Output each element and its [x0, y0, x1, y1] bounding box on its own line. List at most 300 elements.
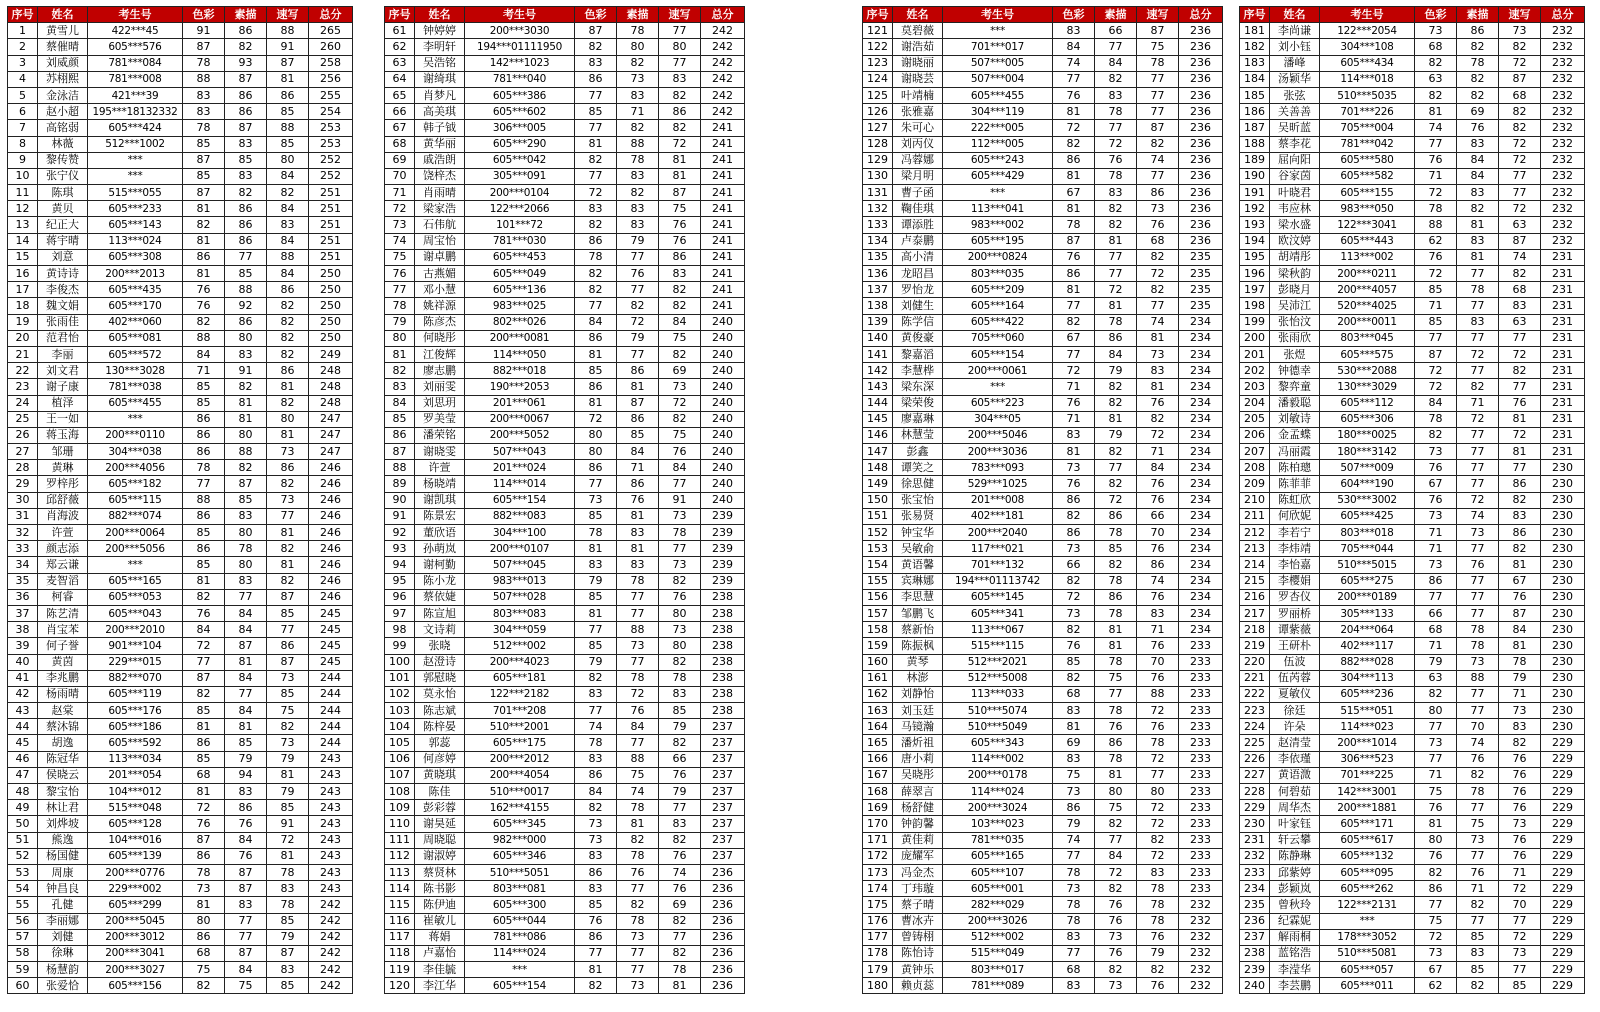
total-score-cell: 246 [309, 476, 353, 492]
quick-sketch-score-cell: 72 [1137, 800, 1179, 816]
quick-sketch-score-cell: 78 [1499, 654, 1541, 670]
table-row [1240, 120, 1585, 136]
total-score-cell: 234 [1179, 346, 1223, 362]
total-score-cell: 241 [701, 233, 745, 249]
student-name-cell: 冯蓉娜 [893, 152, 943, 168]
sketch-score-cell: 78 [1457, 622, 1499, 638]
sketch-score-cell: 87 [225, 638, 267, 654]
exam-number-cell: 201***061 [465, 395, 575, 411]
exam-number-cell: 605***425 [1320, 508, 1415, 524]
color-score-cell: 81 [183, 719, 225, 735]
color-score-cell: 82 [1415, 87, 1457, 103]
exam-number-cell: 882***070 [88, 670, 183, 686]
sketch-score-cell: 86 [225, 201, 267, 217]
sketch-score-cell: 72 [1457, 492, 1499, 508]
student-name-cell: 吴敏俞 [893, 541, 943, 557]
total-score-cell: 231 [1541, 379, 1585, 395]
color-score-cell: 76 [575, 913, 617, 929]
quick-sketch-score-cell: 84 [267, 233, 309, 249]
table-row [1240, 185, 1585, 201]
row-number-cell: 194 [1240, 233, 1270, 249]
row-number-cell: 203 [1240, 379, 1270, 395]
exam-number-cell: 515***051 [1320, 703, 1415, 719]
student-name-cell: 陈书影 [415, 881, 465, 897]
quick-sketch-score-cell: 81 [267, 557, 309, 573]
student-name-cell: 熊逸 [38, 832, 88, 848]
sketch-score-cell: 73 [617, 929, 659, 945]
color-score-cell: 73 [575, 492, 617, 508]
quick-sketch-score-cell: 82 [267, 395, 309, 411]
row-number-cell: 17 [8, 282, 38, 298]
sketch-score-cell: 78 [1095, 751, 1137, 767]
student-name-cell: 谢卓鹏 [415, 249, 465, 265]
table-row [8, 71, 353, 87]
total-score-cell: 236 [701, 945, 745, 961]
exam-number-cell: 304***113 [1320, 670, 1415, 686]
sketch-score-cell: 79 [617, 233, 659, 249]
student-name-cell: 叶晓君 [1270, 185, 1320, 201]
sketch-score-cell: 76 [225, 816, 267, 832]
row-number-cell: 124 [863, 71, 893, 87]
total-score-cell: 250 [309, 314, 353, 330]
row-number-cell: 99 [385, 638, 415, 654]
student-name-cell: 钟昌良 [38, 881, 88, 897]
total-score-cell: 232 [1541, 55, 1585, 71]
student-name-cell: 许朵 [1270, 719, 1320, 735]
sketch-score-cell: 91 [225, 363, 267, 379]
total-score-cell: 238 [701, 622, 745, 638]
quick-sketch-score-cell: 78 [1137, 55, 1179, 71]
table-row [1240, 39, 1585, 55]
exam-number-cell: 113***002 [1320, 249, 1415, 265]
row-number-cell: 89 [385, 476, 415, 492]
total-score-cell: 243 [309, 800, 353, 816]
sketch-score-cell: 83 [1457, 945, 1499, 961]
exam-number-cell: 605***053 [88, 589, 183, 605]
quick-sketch-score-cell: 82 [659, 346, 701, 362]
row-number-cell: 69 [385, 152, 415, 168]
row-number-cell: 62 [385, 39, 415, 55]
total-score-cell: 232 [1541, 71, 1585, 87]
quick-sketch-score-cell: 71 [1137, 622, 1179, 638]
sketch-score-cell: 83 [617, 525, 659, 541]
total-score-cell: 229 [1541, 929, 1585, 945]
quick-sketch-score-cell: 84 [659, 314, 701, 330]
exam-number-cell: 605***429 [943, 168, 1053, 184]
exam-number-cell: 901***104 [88, 638, 183, 654]
total-score-cell: 241 [701, 249, 745, 265]
row-number-cell: 199 [1240, 314, 1270, 330]
exam-number-cell: 200***0189 [1320, 589, 1415, 605]
row-number-cell: 53 [8, 864, 38, 880]
student-name-cell: 张宁仪 [38, 168, 88, 184]
exam-number-cell: *** [88, 152, 183, 168]
row-number-cell: 159 [863, 638, 893, 654]
color-score-cell: 85 [1053, 654, 1095, 670]
table-row [1240, 460, 1585, 476]
color-score-cell: 85 [183, 703, 225, 719]
row-number-cell: 128 [863, 136, 893, 152]
color-score-cell: 86 [1053, 492, 1095, 508]
quick-sketch-score-cell: 73 [267, 670, 309, 686]
row-number-cell: 142 [863, 363, 893, 379]
student-name-cell: 黄茵 [38, 654, 88, 670]
total-score-cell: 240 [701, 427, 745, 443]
sketch-score-cell: 78 [1095, 314, 1137, 330]
table-row [385, 427, 745, 443]
student-name-cell: 刘健 [38, 929, 88, 945]
row-number-cell: 20 [8, 330, 38, 346]
row-number-cell: 33 [8, 541, 38, 557]
column-header-student-name: 姓名 [1270, 7, 1320, 23]
sketch-score-cell: 77 [617, 962, 659, 978]
student-name-cell: 赖贞蕊 [893, 978, 943, 994]
quick-sketch-score-cell: 73 [267, 444, 309, 460]
table-row [8, 735, 353, 751]
quick-sketch-score-cell: 76 [1499, 832, 1541, 848]
sketch-score-cell: 85 [617, 427, 659, 443]
color-score-cell: 75 [183, 962, 225, 978]
exam-number-cell: 605***176 [88, 703, 183, 719]
student-name-cell: 吴晓彤 [893, 767, 943, 783]
student-name-cell: 屈向阳 [1270, 152, 1320, 168]
row-number-cell: 151 [863, 508, 893, 524]
table-row [863, 848, 1223, 864]
color-score-cell: 71 [1415, 541, 1457, 557]
quick-sketch-score-cell: 73 [659, 622, 701, 638]
sketch-score-cell: 77 [1457, 427, 1499, 443]
row-number-cell: 61 [385, 23, 415, 39]
table-row [385, 379, 745, 395]
quick-sketch-score-cell: 78 [659, 962, 701, 978]
color-score-cell: 82 [183, 314, 225, 330]
color-score-cell: 82 [575, 800, 617, 816]
student-name-cell: 关善善 [1270, 104, 1320, 120]
student-name-cell: 肖海波 [38, 508, 88, 524]
table-row [863, 638, 1223, 654]
sketch-score-cell: 66 [1095, 23, 1137, 39]
table-row [1240, 541, 1585, 557]
color-score-cell: 85 [575, 897, 617, 913]
sketch-score-cell: 81 [617, 379, 659, 395]
quick-sketch-score-cell: 82 [1499, 541, 1541, 557]
exam-number-cell: 515***048 [88, 800, 183, 816]
exam-number-cell: 605***145 [943, 589, 1053, 605]
color-score-cell: 77 [183, 654, 225, 670]
total-score-cell: 232 [1179, 897, 1223, 913]
row-number-cell: 170 [863, 816, 893, 832]
student-name-cell: 宾琳娜 [893, 573, 943, 589]
sketch-score-cell: 80 [1095, 784, 1137, 800]
exam-number-cell: 605***299 [88, 897, 183, 913]
sketch-score-cell: 88 [617, 136, 659, 152]
color-score-cell: 73 [1415, 508, 1457, 524]
student-name-cell: 许萱 [38, 525, 88, 541]
student-name-cell: 麦智滔 [38, 573, 88, 589]
sketch-score-cell: 72 [1095, 136, 1137, 152]
exam-number-cell: 200***3041 [88, 945, 183, 961]
sketch-score-cell: 81 [1095, 767, 1137, 783]
color-score-cell: 76 [1053, 395, 1095, 411]
table-row [863, 363, 1223, 379]
sketch-score-cell: 88 [225, 282, 267, 298]
exam-number-cell: 510***5081 [1320, 945, 1415, 961]
row-number-cell: 80 [385, 330, 415, 346]
row-number-cell: 137 [863, 282, 893, 298]
quick-sketch-score-cell: 79 [659, 784, 701, 800]
student-name-cell: 林慧莹 [893, 427, 943, 443]
sketch-score-cell: 84 [225, 605, 267, 621]
color-score-cell: 73 [1415, 945, 1457, 961]
total-score-cell: 241 [701, 266, 745, 282]
color-score-cell: 77 [575, 476, 617, 492]
exam-number-cell: 605***119 [88, 686, 183, 702]
sketch-score-cell: 75 [1095, 800, 1137, 816]
total-score-cell: 230 [1541, 622, 1585, 638]
color-score-cell: 78 [183, 460, 225, 476]
color-score-cell: 67 [1415, 962, 1457, 978]
quick-sketch-score-cell: 75 [659, 201, 701, 217]
sketch-score-cell: 85 [1095, 541, 1137, 557]
row-number-cell: 218 [1240, 622, 1270, 638]
column-header-quick-sketch-score: 速写 [267, 7, 309, 23]
color-score-cell: 82 [1415, 55, 1457, 71]
quick-sketch-score-cell: 86 [267, 282, 309, 298]
table-row [1240, 330, 1585, 346]
sketch-score-cell: 75 [225, 978, 267, 994]
quick-sketch-score-cell: 78 [659, 670, 701, 686]
quick-sketch-score-cell: 83 [267, 217, 309, 233]
color-score-cell: 81 [575, 541, 617, 557]
student-name-cell: 刘小钰 [1270, 39, 1320, 55]
exam-number-cell: 512***002 [465, 638, 575, 654]
student-name-cell: 罗杏仪 [1270, 589, 1320, 605]
total-score-cell: 246 [309, 460, 353, 476]
sketch-score-cell: 73 [1457, 832, 1499, 848]
student-name-cell: 黄佳莉 [893, 832, 943, 848]
student-name-cell: 蓝铭浩 [1270, 945, 1320, 961]
sketch-score-cell: 82 [225, 460, 267, 476]
student-name-cell: 梁秋韵 [1270, 266, 1320, 282]
color-score-cell: 82 [1415, 864, 1457, 880]
student-name-cell: 轩云攀 [1270, 832, 1320, 848]
sketch-score-cell: 85 [225, 492, 267, 508]
table-row [863, 541, 1223, 557]
color-score-cell: 66 [1053, 557, 1095, 573]
student-name-cell: 黄语溦 [1270, 767, 1320, 783]
quick-sketch-score-cell: 73 [1137, 346, 1179, 362]
color-score-cell: 80 [575, 427, 617, 443]
color-score-cell: 85 [183, 395, 225, 411]
exam-number-cell: 783***093 [943, 460, 1053, 476]
row-number-cell: 96 [385, 589, 415, 605]
row-number-cell: 45 [8, 735, 38, 751]
color-score-cell: 71 [1415, 638, 1457, 654]
sketch-score-cell: 77 [1457, 363, 1499, 379]
exam-number-cell: 195***18132332 [88, 104, 183, 120]
sketch-score-cell: 84 [225, 703, 267, 719]
quick-sketch-score-cell: 77 [659, 476, 701, 492]
sketch-score-cell: 81 [1095, 411, 1137, 427]
exam-number-cell: 605***275 [1320, 573, 1415, 589]
total-score-cell: 242 [701, 39, 745, 55]
color-score-cell: 77 [1053, 298, 1095, 314]
sketch-score-cell: 82 [617, 897, 659, 913]
row-number-cell: 120 [385, 978, 415, 994]
sketch-score-cell: 78 [1457, 638, 1499, 654]
table-row [8, 298, 353, 314]
quick-sketch-score-cell: 72 [1499, 201, 1541, 217]
color-score-cell: 77 [1415, 589, 1457, 605]
exam-number-cell: 101***72 [465, 217, 575, 233]
quick-sketch-score-cell: 83 [659, 816, 701, 832]
row-number-cell: 161 [863, 670, 893, 686]
table-row [1240, 346, 1585, 362]
table-row [1240, 314, 1585, 330]
color-score-cell: 79 [575, 573, 617, 589]
student-name-cell: 黎嘉滔 [893, 346, 943, 362]
exam-number-cell: 200***5045 [88, 913, 183, 929]
table-row [863, 346, 1223, 362]
quick-sketch-score-cell: 87 [1499, 605, 1541, 621]
total-score-cell: 241 [701, 282, 745, 298]
table-row [385, 314, 745, 330]
color-score-cell: 85 [575, 363, 617, 379]
sketch-score-cell: 78 [617, 848, 659, 864]
total-score-cell: 236 [1179, 23, 1223, 39]
sketch-score-cell: 82 [1095, 557, 1137, 573]
sketch-score-cell: 77 [617, 945, 659, 961]
student-name-cell: 黎弈童 [1270, 379, 1320, 395]
color-score-cell: 77 [1053, 945, 1095, 961]
color-score-cell: 77 [1415, 136, 1457, 152]
total-score-cell: 234 [1179, 427, 1223, 443]
total-score-cell: 229 [1541, 978, 1585, 994]
sketch-score-cell: 82 [1457, 767, 1499, 783]
color-score-cell: 82 [575, 670, 617, 686]
total-score-cell: 230 [1541, 492, 1585, 508]
sketch-score-cell: 82 [1457, 201, 1499, 217]
table-row [8, 217, 353, 233]
table-row [385, 735, 745, 751]
total-score-cell: 243 [309, 767, 353, 783]
color-score-cell: 81 [1415, 104, 1457, 120]
table-row [385, 541, 745, 557]
student-name-cell: 谭添胜 [893, 217, 943, 233]
column-header-total-score: 总分 [701, 7, 745, 23]
table-row [863, 913, 1223, 929]
quick-sketch-score-cell: 80 [659, 638, 701, 654]
student-name-cell: 陈静琳 [1270, 848, 1320, 864]
table-row [385, 686, 745, 702]
row-number-cell: 154 [863, 557, 893, 573]
color-score-cell: 81 [183, 573, 225, 589]
row-number-cell: 178 [863, 945, 893, 961]
color-score-cell: 72 [1053, 120, 1095, 136]
color-score-cell: 87 [183, 152, 225, 168]
total-score-cell: 234 [1179, 476, 1223, 492]
total-score-cell: 231 [1541, 411, 1585, 427]
student-name-cell: 张雅嘉 [893, 104, 943, 120]
row-number-cell: 219 [1240, 638, 1270, 654]
student-name-cell: 谢浩茹 [893, 39, 943, 55]
column-header-row-number: 序号 [863, 7, 893, 23]
column-header-quick-sketch-score: 速写 [659, 7, 701, 23]
quick-sketch-score-cell: 76 [659, 233, 701, 249]
student-name-cell: 陈梓晏 [415, 719, 465, 735]
row-number-cell: 138 [863, 298, 893, 314]
row-number-cell: 188 [1240, 136, 1270, 152]
color-score-cell: 73 [1415, 23, 1457, 39]
student-name-cell: 陈伊迪 [415, 897, 465, 913]
student-name-cell: 林薇 [38, 136, 88, 152]
score-table-2 [384, 6, 745, 994]
table-row [385, 87, 745, 103]
table-row [863, 622, 1223, 638]
total-score-cell: 232 [1541, 39, 1585, 55]
total-score-cell: 241 [701, 185, 745, 201]
row-number-cell: 223 [1240, 703, 1270, 719]
table-row [8, 654, 353, 670]
sketch-score-cell: 84 [225, 962, 267, 978]
exam-number-cell: 512***1002 [88, 136, 183, 152]
quick-sketch-score-cell: 73 [1137, 201, 1179, 217]
student-name-cell: 王一如 [38, 411, 88, 427]
student-name-cell: 吴昕蓝 [1270, 120, 1320, 136]
quick-sketch-score-cell: 81 [267, 71, 309, 87]
row-number-cell: 22 [8, 363, 38, 379]
column-header-student-name: 姓名 [415, 7, 465, 23]
table-row [385, 816, 745, 832]
color-score-cell: 80 [575, 444, 617, 460]
color-score-cell: 84 [183, 346, 225, 362]
table-row [385, 298, 745, 314]
quick-sketch-score-cell: 79 [267, 929, 309, 945]
sketch-score-cell: 73 [1095, 929, 1137, 945]
row-number-cell: 30 [8, 492, 38, 508]
table-row [8, 557, 353, 573]
color-score-cell: 73 [1415, 735, 1457, 751]
exam-number-cell: 605***345 [465, 816, 575, 832]
header-row [385, 7, 745, 23]
total-score-cell: 229 [1541, 864, 1585, 880]
table-row [385, 654, 745, 670]
quick-sketch-score-cell: 80 [267, 152, 309, 168]
exam-number-cell: 605***011 [1320, 978, 1415, 994]
row-number-cell: 233 [1240, 864, 1270, 880]
column-header-total-score: 总分 [1541, 7, 1585, 23]
student-name-cell: 罗丽桥 [1270, 605, 1320, 621]
color-score-cell: 83 [575, 686, 617, 702]
exam-number-cell: 200***3024 [943, 800, 1053, 816]
sketch-score-cell: 80 [225, 525, 267, 541]
table-row [8, 800, 353, 816]
total-score-cell: 229 [1541, 800, 1585, 816]
student-name-cell: 罗美莹 [415, 411, 465, 427]
exam-number-cell: 122***2066 [465, 201, 575, 217]
student-name-cell: 纪正大 [38, 217, 88, 233]
table-row [385, 508, 745, 524]
exam-number-cell: 200***0067 [465, 411, 575, 427]
total-score-cell: 236 [1179, 39, 1223, 55]
exam-number-cell: 705***004 [1320, 120, 1415, 136]
table-row [863, 201, 1223, 217]
quick-sketch-score-cell: 72 [267, 832, 309, 848]
quick-sketch-score-cell: 76 [659, 589, 701, 605]
table-row [385, 751, 745, 767]
student-name-cell: 杨国健 [38, 848, 88, 864]
quick-sketch-score-cell: 72 [1499, 427, 1541, 443]
